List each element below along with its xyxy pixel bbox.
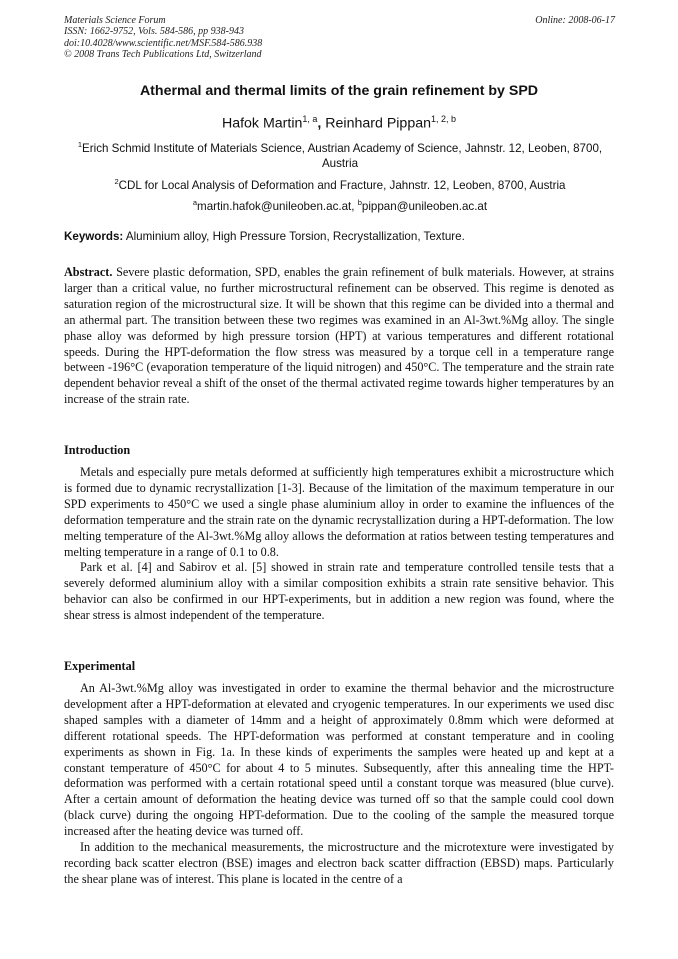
affiliation-1-text: Erich Schmid Institute of Materials Science, Austrian Academy of Science, Jahnstr. 12, Leoben, 8700, Austria — [82, 141, 603, 170]
online-date: Online: 2008-06-17 — [535, 15, 615, 26]
author-separator: , — [317, 115, 326, 132]
keywords — [64, 230, 614, 243]
introduction-paragraph-2: Park et al. [4] and Sabirov et al. [5] showed in strain rate and temperature controlled tensile tests that a severely deformed aluminium alloy with a similar composition exhibits a strain rate sensitive behavior. This behavior can also be confirmed in our HPT-experiments, but in addition a new region was found, where the shear stress is almost independent of the temperature. — [64, 560, 614, 623]
journal-name: Materials Science Forum — [64, 15, 166, 26]
author-emails — [70, 195, 610, 214]
affiliation-2 — [70, 174, 610, 193]
email-a: martin.hafok@unileoben.ac.at, — [197, 199, 358, 213]
abstract — [64, 265, 614, 408]
abstract-text: Severe plastic deformation, SPD, enables the grain refinement of bulk materials. However, at strains larger than a critical value, no further microstructural refinement can be observed. This regime is denoted as saturation region of the microstructural size. It will be shown that this regime can be divided into a thermal and an athermal part. The transition between these two regimes was examined in an Al-3wt.%Mg alloy. The single phase alloy was deformed by high pressure torsion (HPT) at various temperatures and different rotational speeds. During the HPT-deformation the flow stress was measured by a torque cell in a temperature range between -196°C (evaporation temperature of the liquid nitrogen) and 450°C. The temperature and the strain rate dependent behavior reveal a shift of the onset of the thermal activated regime towards higher temperatures by an increase of the strain rate. — [64, 265, 614, 407]
journal-doi: doi:10.4028/www.scientific.net/MSF.584-586.938 — [64, 37, 263, 49]
author-1-affil: 1, a — [302, 114, 318, 124]
affiliation-1-mark: 1 — [77, 140, 83, 149]
experimental-paragraph-2: In addition to the mechanical measurements, the microstructure and the microtexture were investigated by recording back scatter electron (BSE) images and electron back scatter diffraction (EBSD) maps. Particularly the shear plane was of interest. This plane is located in the centre of a — [64, 840, 614, 886]
experimental-heading: Experimental — [64, 659, 136, 673]
author-line — [0, 114, 678, 132]
abstract-label: Abstract. — [64, 265, 113, 279]
email-a-mark: a — [192, 198, 198, 207]
journal-copyright: © 2008 Trans Tech Publications Ltd, Switzerland — [64, 48, 262, 60]
author-2-affil: 1, 2, b — [431, 114, 457, 124]
introduction-body — [64, 465, 614, 624]
introduction-heading: Introduction — [64, 443, 131, 457]
keywords-text: Aluminium alloy, High Pressure Torsion, Recrystallization, Texture. — [123, 230, 465, 243]
email-b-mark: b — [357, 198, 362, 207]
author-2: Reinhard Pippan — [325, 115, 431, 132]
affiliation-2-text: CDL for Local Analysis of Deformation and Fracture, Jahnstr. 12, Leoben, 8700, Austria — [118, 178, 566, 192]
email-b: pippan@unileoben.ac.at — [361, 199, 488, 213]
author-1: Hafok Martin — [221, 115, 303, 132]
affiliation-1 — [70, 137, 610, 171]
journal-issn: ISSN: 1662-9752, Vols. 584-586, pp 938-943 — [64, 26, 244, 38]
experimental-paragraph-1: An Al-3wt.%Mg alloy was investigated in order to examine the thermal behavior and the microstructure development after a HPT-deformation at elevated and cryogenic temperatures. In our experiments we used disc shaped samples with a diameter of 14mm and a height of approximately 0.8mm which were deformed at different rotational speeds. The HPT-deformation was performed at constant temperature and in cooling experiments as shown in Fig. 1a. In these kinds of experiments the samples were heated up and kept at a constant temperature of 450°C for about 4 to 5 minutes. Subsequently, after this annealing time the HPT-deformation was performed with a certain rotational speed until a constant torque was measured (blue curve). After a certain amount of deformation the heating device was turned off so that the sample could cool down (black curve) during the ongoing HPT-deformation. Due to the cooling of the sample the measured torque increased after the heating device was turned off. — [64, 681, 614, 839]
experimental-body — [64, 681, 614, 888]
keywords-label: Keywords: — [64, 230, 124, 243]
introduction-paragraph-1: Metals and especially pure metals deformed at sufficiently high temperatures exhibit a microstructure which is formed due to dynamic recrystallization [1-3]. Because of the limitation of the maximum temperature in our SPD experiments to 450°C we used a single phase aluminium alloy in order to examine the influences of the deformation temperature and the strain rate on the dynamic recrystallization during a HPT-deformation. The low melting temperature of the Al-3wt.%Mg alloy allows the deformation at ratios between testing temperatures and melting temperature in a range of 0.1 to 0.8. — [64, 465, 614, 559]
journal-header — [64, 15, 262, 60]
paper-title: Athermal and thermal limits of the grain refinement by SPD — [139, 83, 539, 99]
affiliation-2-mark: 2 — [114, 177, 119, 186]
